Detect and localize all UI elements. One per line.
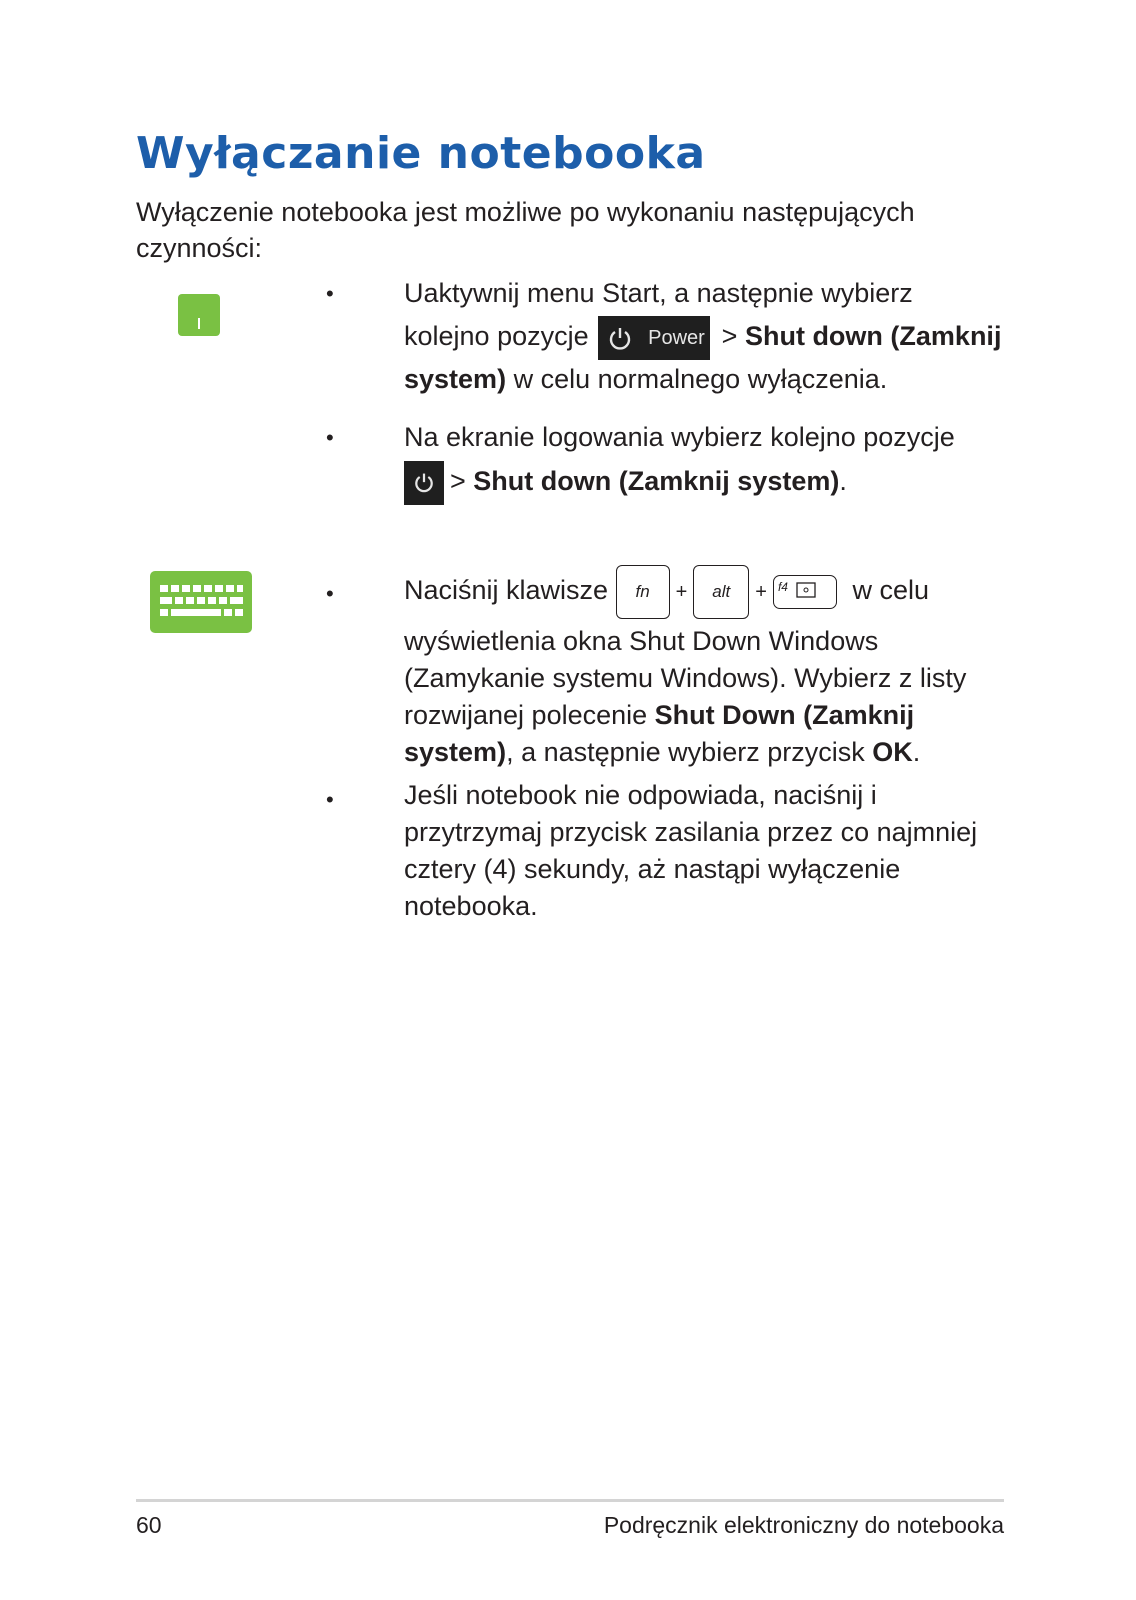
touchpad-icon [178, 294, 220, 336]
step-text: wyświetlenia okna Shut Down Windows (Zamykanie systemu Windows). Wybierz z listy rozwijanej polecenie Shut Down (Zamknij system), a następnie wybierz przycisk OK. [404, 626, 967, 767]
footer-divider [136, 1499, 1004, 1502]
power-button-image: Power [598, 316, 710, 360]
page-number: 60 [136, 1512, 162, 1538]
fn-key: fn [616, 565, 670, 619]
step-text: Jeśli notebook nie odpowiada, naciśnij i przytrzymaj przycisk zasilania przez co najmniej cztery (4) sekundy, aż nastąpi wyłączenie notebooka. [404, 780, 978, 921]
step-line: system) w celu normalnego wyłączenia. [404, 364, 888, 394]
power-icon [412, 471, 436, 495]
power-button-image [404, 461, 444, 505]
step-line: Naciśnij klawisze fn + alt + f4 w celu [404, 563, 929, 619]
step-line: > Shut down (Zamknij system). [404, 459, 847, 505]
power-icon [606, 325, 634, 353]
intro-text: Wyłączenie notebooka jest możliwe po wykonaniu następujących czynności: [136, 197, 915, 263]
f4-key: f4 [773, 575, 837, 609]
bullet: • [326, 281, 334, 306]
bullet: • [326, 581, 334, 606]
bullet: • [326, 787, 334, 812]
manual-title: Podręcznik elektroniczny do notebooka [603, 1512, 1004, 1538]
page-title: Wyłączanie notebooka [136, 128, 706, 179]
step-line: Na ekranie logowania wybierz kolejno pozycje [404, 422, 955, 452]
alt-key: alt [693, 565, 749, 619]
bullet: • [326, 425, 334, 450]
step-line: kolejno pozycje Power > Shut down (Zamknij [404, 314, 1001, 360]
keyboard-icon [150, 571, 252, 633]
step-line: Uaktywnij menu Start, a następnie wybierz [404, 278, 913, 308]
